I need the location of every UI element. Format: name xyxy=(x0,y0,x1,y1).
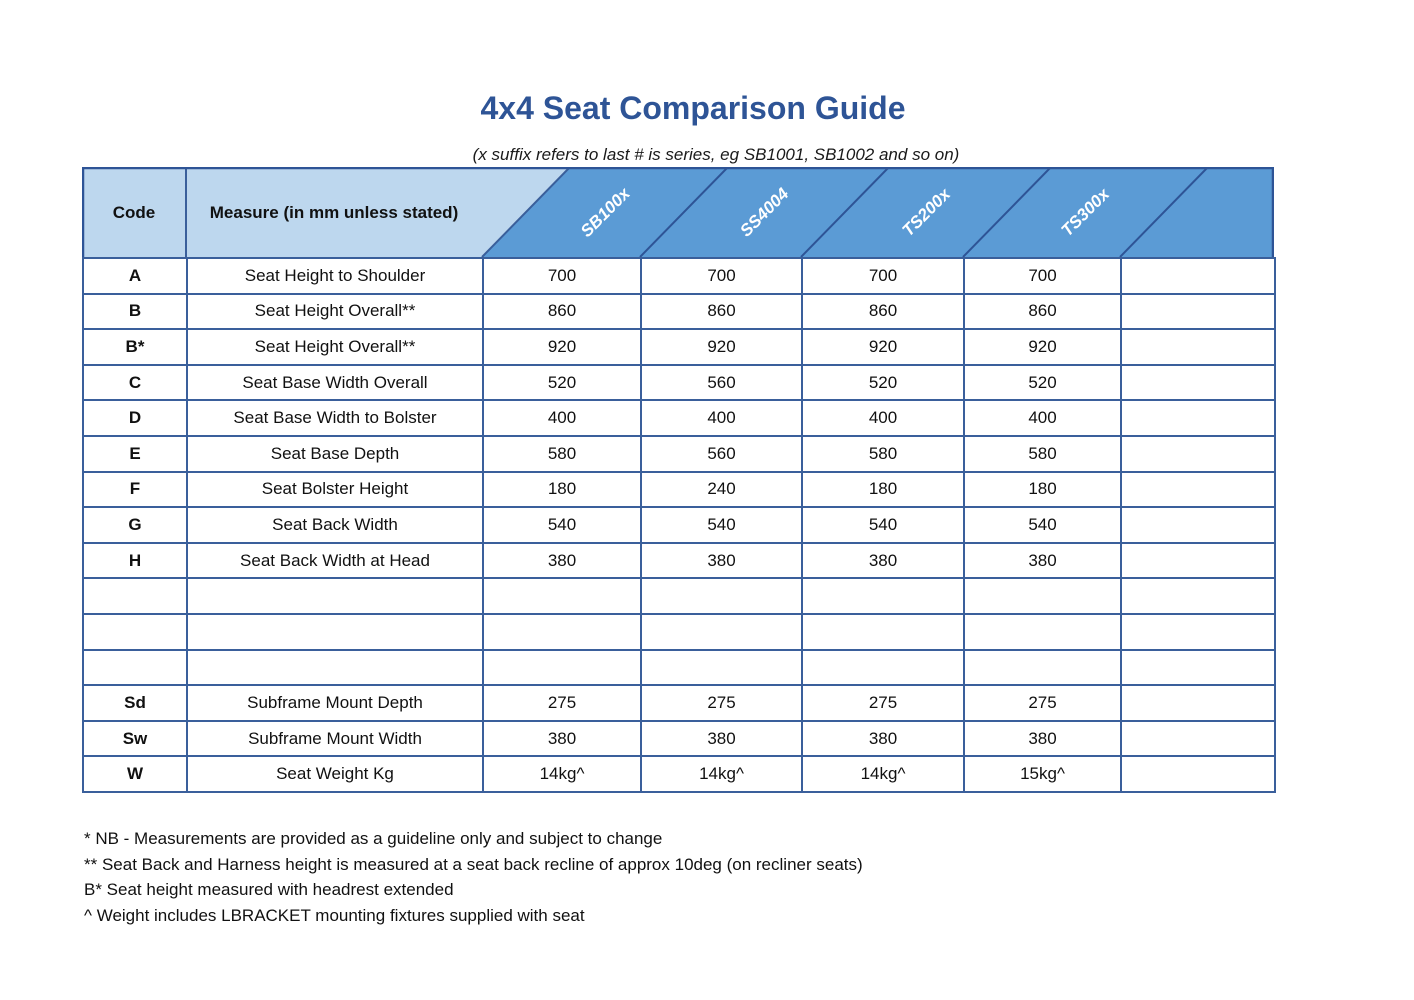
table-row xyxy=(83,756,1275,792)
measurement-grid xyxy=(82,257,1276,793)
value-cell: 920 xyxy=(483,329,641,365)
table-row xyxy=(83,472,1275,508)
value-cell xyxy=(641,614,802,650)
table-row xyxy=(83,721,1275,757)
table-row xyxy=(83,329,1275,365)
value-cell: 580 xyxy=(802,436,964,472)
page-subtitle: (x suffix refers to last # is series, eg SB1001, SB1002 and so on) xyxy=(472,145,960,164)
product-label-ss4004: SS4004 xyxy=(736,184,793,241)
footnotes xyxy=(84,826,1184,928)
value-cell xyxy=(483,578,641,614)
value-cell: 380 xyxy=(964,543,1121,579)
table-body xyxy=(83,258,1275,792)
table-row xyxy=(83,614,1275,650)
value-cell: 860 xyxy=(802,294,964,330)
value-cell: 860 xyxy=(483,294,641,330)
value-cell: 275 xyxy=(483,685,641,721)
code-cell: G xyxy=(83,507,187,543)
value-cell: 180 xyxy=(802,472,964,508)
table-row xyxy=(83,294,1275,330)
table-header-band xyxy=(82,167,1274,257)
value-cell xyxy=(802,578,964,614)
value-cell: 275 xyxy=(964,685,1121,721)
value-cell: 700 xyxy=(483,258,641,294)
table-row xyxy=(83,685,1275,721)
empty-cell xyxy=(1121,258,1275,294)
measure-cell xyxy=(187,614,483,650)
header-measure-label: Measure (in mm unless stated) xyxy=(209,203,459,222)
value-cell xyxy=(802,650,964,686)
header-code-label: Code xyxy=(112,203,156,222)
measure-cell: Seat Bolster Height xyxy=(187,472,483,508)
code-cell: C xyxy=(83,365,187,401)
empty-cell xyxy=(1121,329,1275,365)
value-cell: 700 xyxy=(641,258,802,294)
value-cell xyxy=(483,650,641,686)
measure-cell: Subframe Mount Width xyxy=(187,721,483,757)
empty-cell xyxy=(1121,756,1275,792)
value-cell: 15kg^ xyxy=(964,756,1121,792)
comparison-table xyxy=(82,167,1274,793)
value-cell xyxy=(964,650,1121,686)
value-cell: 520 xyxy=(483,365,641,401)
measure-cell xyxy=(187,578,483,614)
value-cell: 540 xyxy=(802,507,964,543)
value-cell: 700 xyxy=(964,258,1121,294)
table-row xyxy=(83,436,1275,472)
code-cell xyxy=(83,614,187,650)
value-cell: 180 xyxy=(483,472,641,508)
empty-cell xyxy=(1121,436,1275,472)
measure-cell: Seat Base Depth xyxy=(187,436,483,472)
table-row xyxy=(83,258,1275,294)
table-row xyxy=(83,543,1275,579)
empty-cell xyxy=(1121,578,1275,614)
code-cell xyxy=(83,578,187,614)
value-cell: 920 xyxy=(802,329,964,365)
measure-cell: Seat Weight Kg xyxy=(187,756,483,792)
page-title: 4x4 Seat Comparison Guide xyxy=(480,90,906,126)
table-row xyxy=(83,650,1275,686)
measure-cell: Seat Height to Shoulder xyxy=(187,258,483,294)
code-cell: W xyxy=(83,756,187,792)
value-cell: 380 xyxy=(483,543,641,579)
empty-cell xyxy=(1121,650,1275,686)
value-cell: 14kg^ xyxy=(483,756,641,792)
product-label-ts200x: TS200x xyxy=(898,184,955,241)
value-cell: 400 xyxy=(641,400,802,436)
value-cell: 400 xyxy=(483,400,641,436)
value-cell: 540 xyxy=(641,507,802,543)
measure-cell: Seat Height Overall** xyxy=(187,294,483,330)
value-cell: 380 xyxy=(802,543,964,579)
value-cell: 560 xyxy=(641,436,802,472)
code-cell: Sw xyxy=(83,721,187,757)
value-cell: 540 xyxy=(964,507,1121,543)
measure-cell: Seat Back Width xyxy=(187,507,483,543)
value-cell xyxy=(641,650,802,686)
value-cell: 920 xyxy=(964,329,1121,365)
value-cell: 860 xyxy=(641,294,802,330)
product-label-sb100x: SB100x xyxy=(576,183,634,241)
empty-cell xyxy=(1121,365,1275,401)
empty-cell xyxy=(1121,472,1275,508)
empty-cell xyxy=(1121,685,1275,721)
value-cell xyxy=(802,614,964,650)
value-cell: 520 xyxy=(964,365,1121,401)
measure-cell: Subframe Mount Depth xyxy=(187,685,483,721)
value-cell: 580 xyxy=(964,436,1121,472)
value-cell: 700 xyxy=(802,258,964,294)
product-label-ts300x: TS300x xyxy=(1057,184,1114,241)
measure-cell: Seat Base Width to Bolster xyxy=(187,400,483,436)
value-cell: 860 xyxy=(964,294,1121,330)
code-cell: A xyxy=(83,258,187,294)
value-cell: 580 xyxy=(483,436,641,472)
value-cell: 14kg^ xyxy=(641,756,802,792)
footnote-line: ^ Weight includes LBRACKET mounting fixtures supplied with seat xyxy=(84,905,585,925)
value-cell xyxy=(964,578,1121,614)
empty-cell xyxy=(1121,507,1275,543)
value-cell: 400 xyxy=(802,400,964,436)
value-cell: 14kg^ xyxy=(802,756,964,792)
table-row xyxy=(83,578,1275,614)
footnote-line: ** Seat Back and Harness height is measured at a seat back recline of approx 10deg (on recliner seats) xyxy=(84,854,863,874)
value-cell xyxy=(483,614,641,650)
value-cell: 400 xyxy=(964,400,1121,436)
value-cell: 275 xyxy=(802,685,964,721)
table-row xyxy=(83,507,1275,543)
code-cell: B xyxy=(83,294,187,330)
empty-cell xyxy=(1121,543,1275,579)
value-cell: 380 xyxy=(964,721,1121,757)
footnote-line: * NB - Measurements are provided as a guideline only and subject to change xyxy=(84,829,663,848)
footnote-line: B* Seat height measured with headrest extended xyxy=(84,880,454,899)
value-cell: 180 xyxy=(964,472,1121,508)
value-cell: 380 xyxy=(802,721,964,757)
code-cell: B* xyxy=(83,329,187,365)
code-cell: H xyxy=(83,543,187,579)
code-cell: F xyxy=(83,472,187,508)
measure-cell: Seat Base Width Overall xyxy=(187,365,483,401)
value-cell: 520 xyxy=(802,365,964,401)
value-cell: 240 xyxy=(641,472,802,508)
table-row xyxy=(83,400,1275,436)
measure-cell xyxy=(187,650,483,686)
table-row xyxy=(83,365,1275,401)
code-cell: D xyxy=(83,400,187,436)
value-cell xyxy=(964,614,1121,650)
measure-cell: Seat Height Overall** xyxy=(187,329,483,365)
measure-cell: Seat Back Width at Head xyxy=(187,543,483,579)
code-cell xyxy=(83,650,187,686)
value-cell: 380 xyxy=(483,721,641,757)
empty-cell xyxy=(1121,400,1275,436)
value-cell: 560 xyxy=(641,365,802,401)
code-cell: E xyxy=(83,436,187,472)
empty-cell xyxy=(1121,614,1275,650)
code-cell: Sd xyxy=(83,685,187,721)
value-cell: 380 xyxy=(641,721,802,757)
empty-cell xyxy=(1121,294,1275,330)
value-cell: 920 xyxy=(641,329,802,365)
value-cell: 380 xyxy=(641,543,802,579)
value-cell xyxy=(641,578,802,614)
empty-cell xyxy=(1121,721,1275,757)
value-cell: 540 xyxy=(483,507,641,543)
value-cell: 275 xyxy=(641,685,802,721)
